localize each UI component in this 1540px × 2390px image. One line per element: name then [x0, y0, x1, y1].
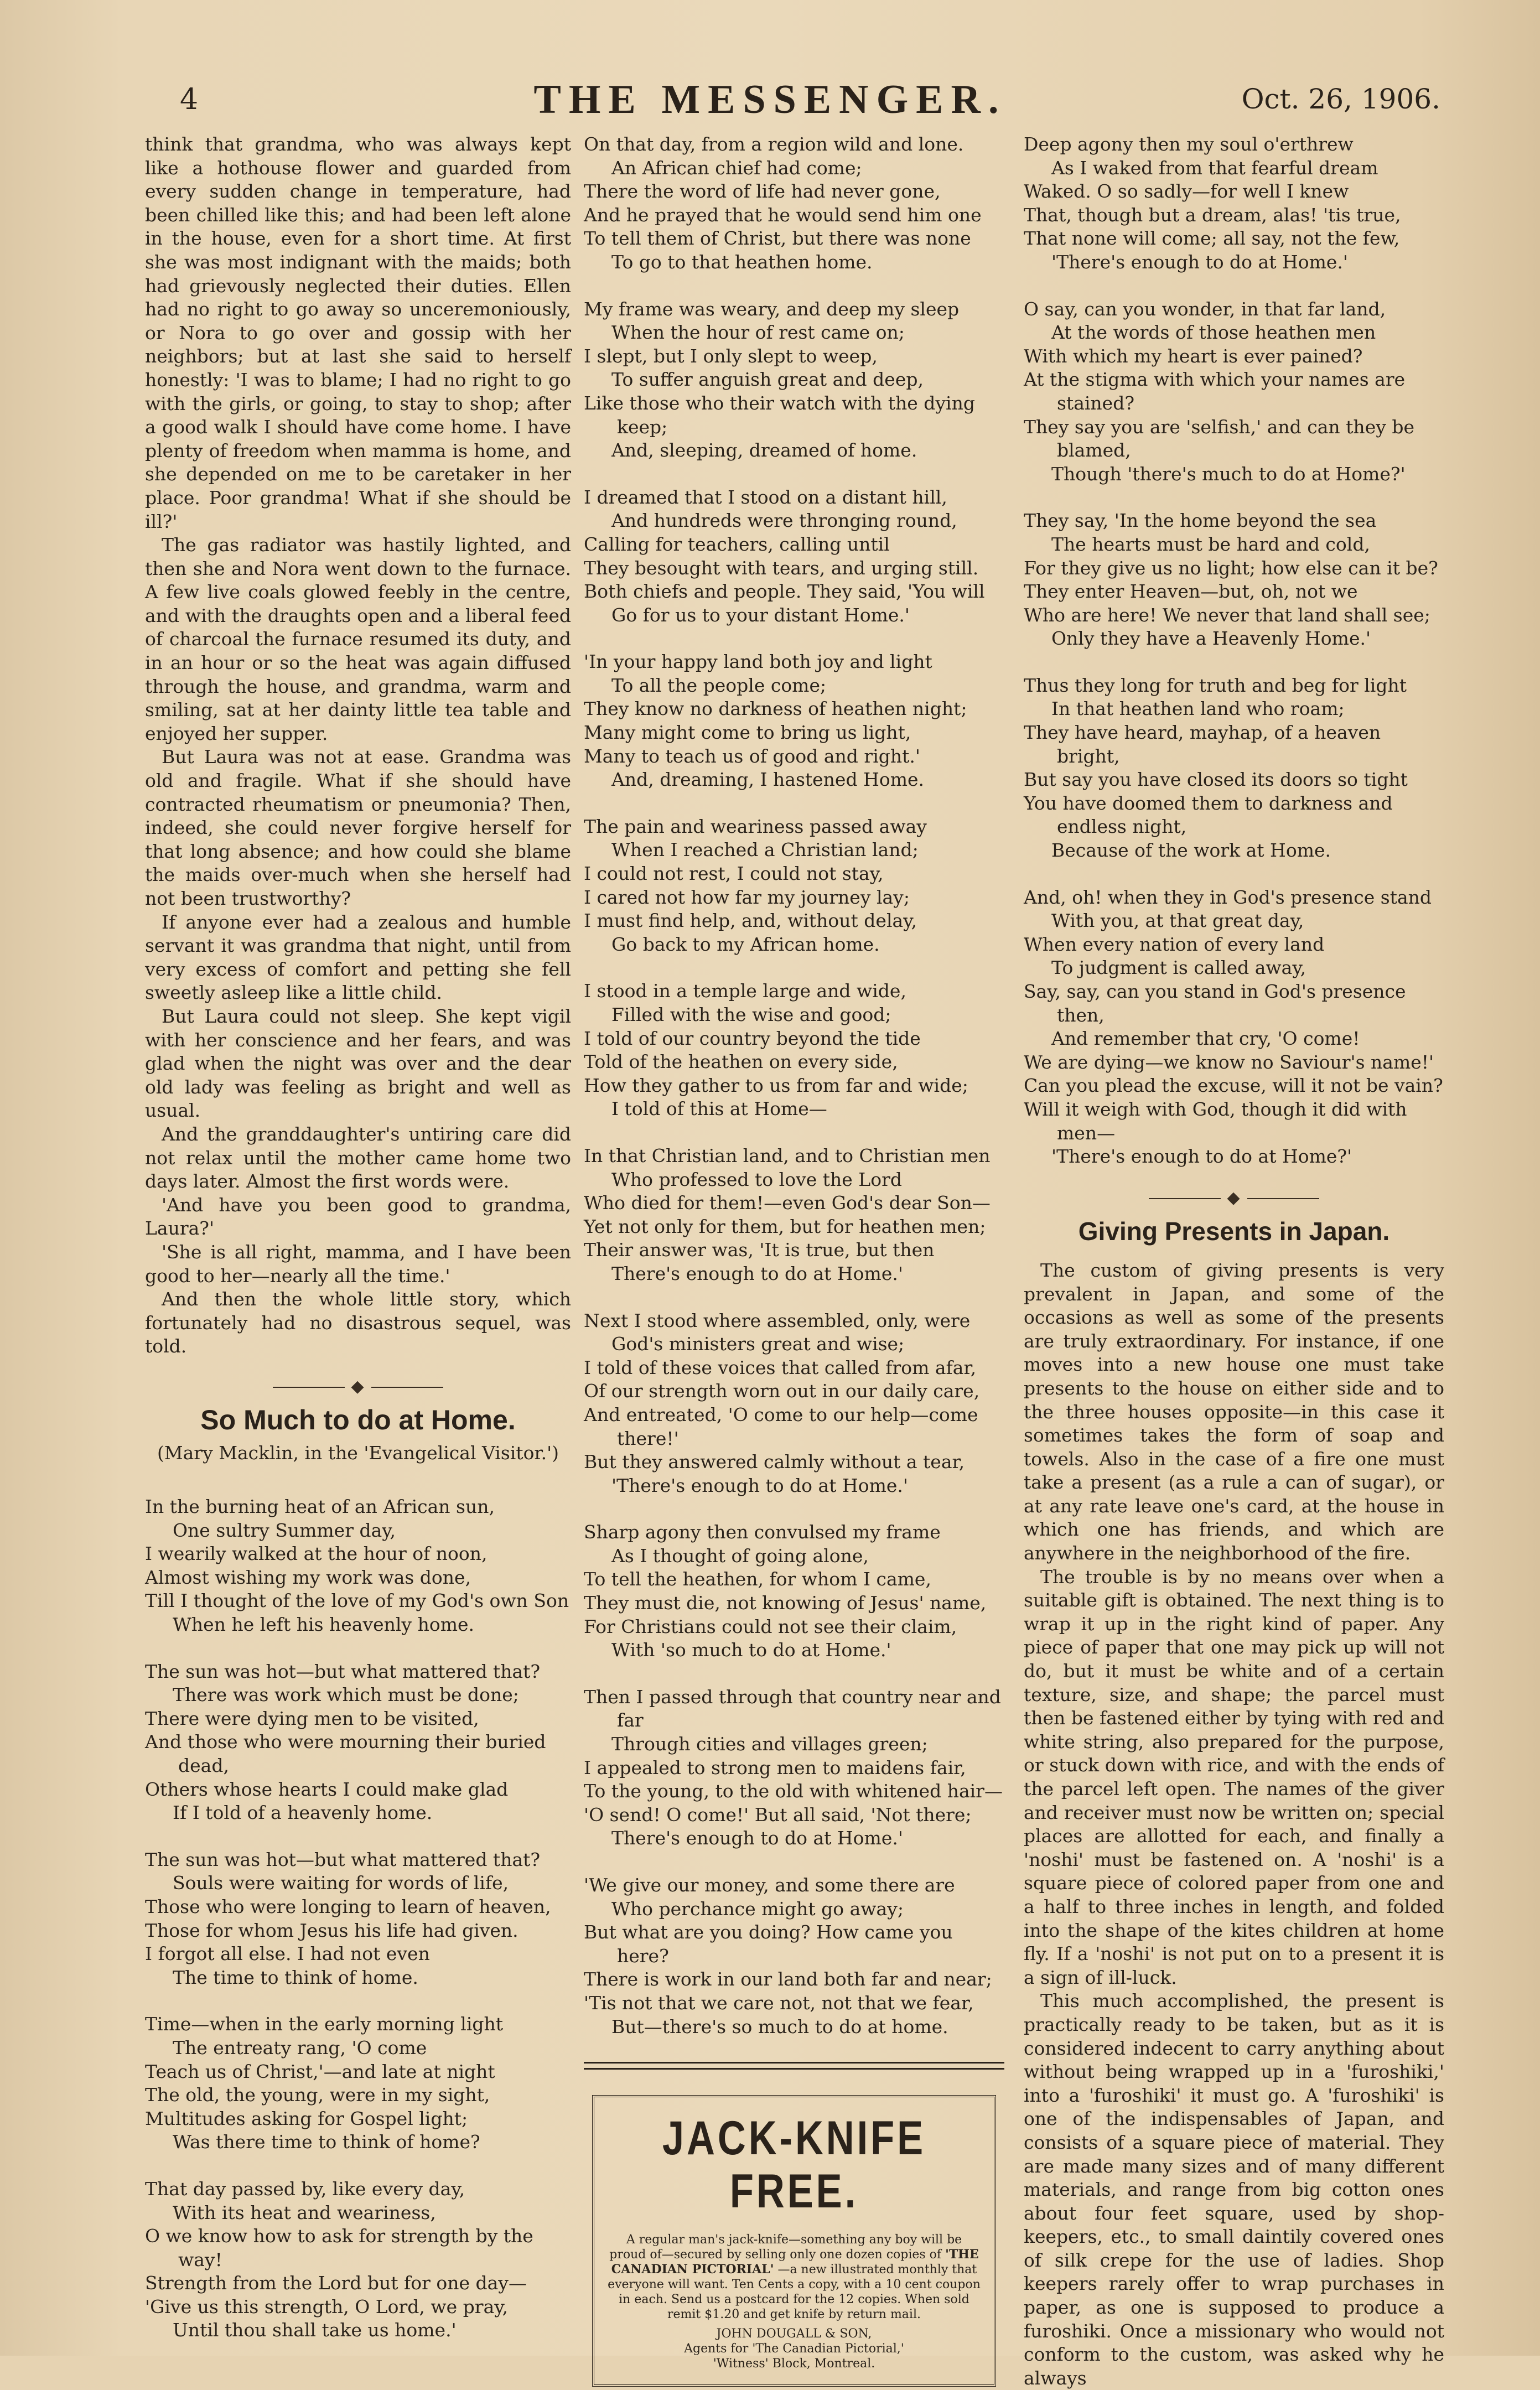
ad-address: 'Witness' Block, Montreal.: [713, 2357, 875, 2371]
poem-line: That, though but a dream, alas! 'tis true,: [1024, 204, 1401, 226]
poem-line: You have doomed them to darkness and endless night,: [1024, 792, 1393, 838]
poem-line: Until thou shall take us home.': [173, 2319, 457, 2341]
poem-stanza: [584, 298, 1004, 463]
poem-line: I dreamed that I stood on a distant hill,: [584, 486, 947, 508]
poem-line: And he prayed that he would send him one: [584, 204, 982, 226]
poem-stanza: [1024, 886, 1444, 1169]
issue-date: Oct. 26, 1906.: [1241, 83, 1440, 115]
poem-line: There were dying men to be visited,: [145, 1707, 479, 1729]
poem-stanza: [584, 1521, 1004, 1662]
poem-line: Who professed to love the Lord: [611, 1168, 902, 1190]
poem-stanza: [584, 133, 1004, 274]
poem-line: To go to that heathen home.: [611, 251, 873, 273]
poem-line: They have heard, mayhap, of a heaven bright,: [1024, 722, 1381, 767]
poem-line: For they give us no light; how else can it be?: [1024, 557, 1438, 579]
ad-headline: JACK-KNIFE FREE.: [662, 2112, 926, 2218]
poem-line: The pain and weariness passed away: [584, 815, 927, 837]
poem-stanzas-col3: [1024, 133, 1444, 1169]
poem-stanza: [1024, 298, 1444, 486]
poem-stanza: [584, 815, 1004, 957]
ad-agents: Agents for 'The Canadian Pictorial,': [684, 2342, 904, 2356]
masthead: [0, 72, 1540, 133]
poem-line: Thus they long for truth and beg for light: [1024, 674, 1407, 696]
article-body: [1024, 1259, 1444, 2390]
story-paragraph: The gas radiator was hastily lighted, and then she and Nora went down to the furnace. A few live coals glowed feebly in the centre, and with the draughts open and a liberal feed of charcoal the furnace resumed its duty, and in an hour or so the heat was again diffused through the house, and grandma, warm and smiling, sat at her dainty little tea table and enjoyed her supper.: [145, 534, 571, 744]
poem-line: There's enough to do at Home.': [611, 1827, 903, 1849]
poem-stanza: [145, 1495, 571, 1637]
poem-line: Only they have a Heavenly Home.': [1051, 628, 1371, 650]
poem-line: As I thought of going alone,: [611, 1544, 869, 1567]
poem-line: Their answer was, 'It is true, but then: [584, 1239, 935, 1261]
poem-line: To tell the heathen, for whom I came,: [584, 1568, 931, 1590]
poem-line: Time—when in the early morning light: [145, 2013, 504, 2035]
poem-stanza: [584, 650, 1004, 792]
poem-line: Told of the heathen on every side,: [584, 1051, 898, 1073]
page-number: 4: [180, 83, 199, 116]
poem-line: Then I passed through that country near and far: [584, 1686, 1001, 1731]
poem-line: To judgment is called away,: [1051, 957, 1306, 979]
newspaper-title: THE MESSENGER.: [533, 77, 1007, 122]
poem-line: 'Give us this strength, O Lord, we pray,: [145, 2295, 508, 2318]
poem-stanza: [1024, 509, 1444, 651]
poem-line: The time to think of home.: [173, 1966, 418, 1988]
poem-line: They enter Heaven—but, oh, not we: [1024, 580, 1358, 603]
poem-line: O we know how to ask for strength by the way!: [145, 2225, 533, 2270]
poem-title: So Much to do at Home.: [200, 1404, 516, 1436]
poem-line: The old, the young, were in my sight,: [145, 2084, 490, 2106]
poem-line: Multitudes asking for Gospel light;: [145, 2107, 468, 2129]
poem-line: An African chief had come;: [611, 157, 862, 179]
poem-line: How they gather to us from far and wide;: [584, 1074, 968, 1096]
poem-line: With you, at that great day,: [1051, 910, 1304, 932]
double-rule-divider: [584, 2062, 1004, 2070]
poem-line: I slept, but I only slept to weep,: [584, 345, 878, 367]
poem-line: Calling for teachers, calling until: [584, 533, 890, 555]
article-paragraph: The custom of giving presents is very prevalent in Japan, and some of the occasions as well as some of the presents are truly extraordinary. For instance, if one moves into a new house one must take presents to the house on either side and to the three houses opposite—in this case it sometimes takes the form of soap and towels. Also in the case of a fire one must take a present (as a rule a can of sugar), or at any rate leave one's card, at the house in which one has friends, and which are anywhere in the neighborhood of the fire.: [1024, 1259, 1444, 1564]
story-paragraph: think that grandma, who was always kept like a hothouse flower and guarded from every sudden change in temperature, had been chilled like this; and had been left alone in the house, even for a short time. At first she was most indignant with the maids; both had grievously neglected their duties. Ellen had no right to go away so unceremoniously, or Nora to go over and gossip with her neighbors; but at last she said to herself honestly: 'I was to blame; I had no right to go with the girls, or going, to stay to shop; after a good walk I should have come home. I have plenty of freedom when mamma is home, and she depended on me to be caretaker in her place. Poor grandma! What if she should be ill?': [145, 133, 571, 532]
section-divider: ◆: [145, 1375, 571, 1399]
section-divider: ◆: [1024, 1186, 1444, 1210]
poem-line: Many to teach us of good and right.': [584, 745, 920, 767]
poem-line: And those who were mourning their buried dead,: [145, 1731, 546, 1776]
poem-line: To tell them of Christ, but there was none: [584, 227, 971, 250]
poem-line: I told of these voices that called from afar,: [584, 1356, 977, 1378]
poem-stanza: [584, 1309, 1004, 1498]
poem-line: 'In your happy land both joy and light: [584, 651, 932, 673]
poem-line: I wearily walked at the hour of noon,: [145, 1543, 488, 1565]
poem-line: Till I thought of the love of my God's own Son: [145, 1590, 569, 1612]
poem-line: Though 'there's much to do at Home?': [1051, 463, 1406, 485]
poem-line: They besought with tears, and urging still.: [584, 557, 979, 579]
ad-contact: [606, 2326, 982, 2371]
poem-line: Souls were waiting for words of life,: [173, 1872, 509, 1894]
poem-line: If I told of a heavenly home.: [173, 1802, 433, 1824]
column-1: [145, 133, 571, 2366]
poem-line: Deep agony then my soul o'erthrew: [1024, 133, 1354, 155]
article-paragraph: This much accomplished, the present is practically ready to be taken, but as it is considered indecent to carry anything about without being wrapped up in a 'furoshiki,' into a 'furoshiki' it must go. A 'furoshiki' is one of the indispensables of Japan, and consists of a square piece of material. They are made many sizes and of many different materials, and range from big cotton ones about four feet square, used by shop-keepers, etc., to small daintily covered ones of silk crepe for the use of ladies. Shop keepers rarely offer to wrap purchases in paper, as one is supposed to produce a furoshiki. Once a missionary who would not conform to the custom, was asked why he always: [1024, 1990, 1444, 2389]
poem-line: To suffer anguish great and deep,: [611, 369, 924, 391]
story-paragraph: If anyone ever had a zealous and humble servant it was grandma that night, until from very excess of comfort and petting she fell sweetly asleep like a little child.: [145, 911, 571, 1004]
poem-line: I must find help, and, without delay,: [584, 910, 917, 932]
article-paragraph: The trouble is by no means over when a suitable gift is obtained. The next thing is to wrap it up in the right kind of paper. Any piece of paper that one may pick up will not do, but it must be white and of a certain texture, size, and shape; the parcel must then be fastened either by tying with red and white string, also prepared for the purpose, or stuck down with rice, and with the ends of the parcel left open. The names of the giver and receiver must now be written on; special places are allotted for each, and finally a 'noshi' must be fastened on. A 'noshi' is a square piece of colored paper from one and a half to three inches in length, and folded into the shape of the kites children at home fly. If a 'noshi' is not put on to a present it is a sign of ill-luck.: [1024, 1565, 1444, 1988]
poem-line: And hundreds were thronging round,: [611, 510, 957, 532]
poem-line: Next I stood where assembled, only, were: [584, 1309, 971, 1331]
poem-stanza: [584, 979, 1004, 1121]
poem-stanza: [1024, 133, 1444, 274]
poem-line: Go for us to your distant Home.': [611, 604, 910, 626]
poem-line: That day passed by, like every day,: [145, 2178, 465, 2200]
poem-line: When the hour of rest came on;: [611, 322, 905, 344]
poem-line: Both chiefs and people. They said, 'You will: [584, 580, 985, 603]
poem-line: There's enough to do at Home.': [611, 1262, 903, 1284]
poem-line: There is work in our land both far and near;: [584, 1968, 992, 1990]
poem-line: At the stigma with which your names are stained?: [1024, 369, 1406, 414]
poem-line: And, dreaming, I hastened Home.: [611, 769, 925, 791]
story-paragraph: But Laura was not at ease. Grandma was old and fragile. What if she should have contracted rheumatism or pneumonia? Then, indeed, she could never forgive herself for that long absence; and how could she blame the maids over-much when she herself had not been trustworthy?: [145, 746, 571, 909]
ad-body-text: —a new illustrated monthly that everyone will want. Ten Cents a copy, with a 10 cent coupon in each. Send us a postcard for the 12 copies. When sold remit $1.20 and get knife by return mail.: [608, 2263, 981, 2322]
poem-line: On that day, from a region wild and lone.: [584, 133, 964, 155]
poem-line: When he left his heavenly home.: [173, 1614, 474, 1636]
poem-line: I could not rest, I could not stay,: [584, 863, 884, 885]
poem-line: Of our strength worn out in our daily care,: [584, 1380, 980, 1402]
poem-line: Through cities and villages green;: [611, 1733, 928, 1755]
poem-stanza: [145, 1660, 571, 1825]
poem-line: But what are you doing? How came you here?: [584, 1921, 953, 1967]
poem-line: The sun was hot—but what mattered that?: [145, 1848, 541, 1870]
poem-line: 'We give our money, and some there are: [584, 1874, 955, 1896]
poem-line: There the word of life had never gone,: [584, 180, 941, 203]
poem-stanza: [145, 1848, 571, 1990]
poem-line: When every nation of every land: [1024, 933, 1325, 955]
poem-stanza: [145, 2178, 571, 2342]
article-title: Giving Presents in Japan.: [1078, 1217, 1390, 1246]
poem-line: Strength from the Lord but for one day—: [145, 2272, 527, 2294]
story-continuation: [145, 133, 571, 1359]
poem-line: Many might come to bring us light,: [584, 722, 911, 744]
poem-stanzas-col2: [584, 133, 1004, 2039]
story-paragraph: And then the whole little story, which fortunately had no disastrous sequel, was told.: [145, 1288, 571, 1357]
poem-line: I told of our country beyond the tide: [584, 1027, 921, 1049]
poem-line: They say, 'In the home beyond the sea: [1024, 510, 1377, 532]
jack-knife-advertisement: [592, 2095, 996, 2387]
poem-line: As I waked from that fearful dream: [1051, 157, 1378, 179]
poem-line: Because of the work at Home.: [1051, 839, 1331, 862]
poem-line: With its heat and weariness,: [173, 2201, 436, 2223]
poem-line: Almost wishing my work was done,: [145, 1566, 471, 1588]
poem-line: That none will come; all say, not the few,: [1024, 227, 1400, 250]
poem-line: I told of this at Home—: [611, 1098, 827, 1120]
poem-stanza: [584, 1686, 1004, 1850]
ad-publication-name: 'THE CANADIAN PICTORIAL': [611, 2247, 979, 2277]
poem-line: My frame was weary, and deep my sleep: [584, 298, 960, 320]
poem-line: Was there time to think of home?: [173, 2131, 480, 2153]
poem-line: The sun was hot—but what mattered that?: [145, 1660, 541, 1682]
column-2: [584, 133, 1004, 2387]
poem-line: With which my heart is ever pained?: [1024, 345, 1363, 367]
poem-line: Filled with the wise and good;: [611, 1004, 891, 1025]
poem-line: I stood in a temple large and wide,: [584, 980, 906, 1002]
poem-line: Teach us of Christ,'—and late at night: [145, 2060, 495, 2082]
poem-line: When I reached a Christian land;: [611, 839, 919, 861]
poem-line: The hearts must be hard and cold,: [1051, 533, 1370, 555]
poem-line: I forgot all else. I had not even: [145, 1943, 430, 1965]
ad-body: [606, 2232, 982, 2322]
poem-byline: (Mary Macklin, in the 'Evangelical Visitor.'): [157, 1442, 559, 1464]
story-paragraph: And the granddaughter's untiring care did not relax until the mother came home two days later. Almost the first words were.: [145, 1123, 571, 1193]
poem-stanza: [1024, 674, 1444, 863]
poem-line: 'There's enough to do at Home.': [611, 1474, 908, 1496]
poem-line: The entreaty rang, 'O come: [173, 2036, 427, 2059]
poem-line: With 'so much to do at Home.': [611, 1639, 891, 1661]
ad-advertiser: JOHN DOUGALL & SON,: [716, 2327, 872, 2341]
poem-line: In that Christian land, and to Christian men: [584, 1144, 991, 1167]
poem-line: 'There's enough to do at Home.': [1051, 251, 1348, 273]
poem-line: And entreated, 'O come to our help—come there!': [584, 1403, 978, 1449]
poem-line: Who died for them!—even God's dear Son—: [584, 1192, 991, 1214]
poem-line: They say you are 'selfish,' and can they be blamed,: [1024, 416, 1415, 462]
poem-line: For Christians could not see their claim,: [584, 1615, 957, 1637]
poem-line: At the words of those heathen men: [1051, 322, 1376, 344]
poem-line: Like those who their watch with the dying keep;: [584, 392, 975, 438]
poem-stanza: [584, 1874, 1004, 2039]
poem-line: Can you plead the excuse, will it not be vain?: [1024, 1075, 1443, 1097]
poem-line: But they answered calmly without a tear,: [584, 1451, 965, 1473]
poem-line: Those for whom Jesus his life had given.: [145, 1919, 518, 1941]
poem-line: To the young, to the old with whitened hair—: [584, 1780, 1003, 1802]
poem-stanza: [584, 1144, 1004, 1286]
poem-line: They must die, not knowing of Jesus' name,: [584, 1592, 987, 1614]
poem-line: They know no darkness of heathen night;: [584, 698, 967, 720]
poem-line: Sharp agony then convulsed my frame: [584, 1521, 941, 1543]
poem-line: Those who were longing to learn of heaven,: [145, 1895, 551, 1917]
story-paragraph: 'And have you been good to grandma, Laura?': [145, 1194, 571, 1240]
column-3: [1024, 133, 1444, 2390]
story-paragraph: But Laura could not sleep. She kept vigil with her conscience and her fears, and was glad when the night was over and the dear old lady was feeling as bright and well as usual.: [145, 1005, 571, 1122]
poem-line: We are dying—we know no Saviour's name!': [1024, 1051, 1434, 1073]
poem-line: Waked. O so sadly—for well I knew: [1024, 180, 1349, 203]
poem-line: God's ministers great and wise;: [611, 1333, 905, 1355]
poem-line: Say, say, can you stand in God's presence then,: [1024, 981, 1406, 1026]
poem-line: O say, can you wonder, in that far land,: [1024, 298, 1386, 320]
poem-stanzas-col1: [145, 1495, 571, 2342]
poem-line: There was work which must be done;: [173, 1684, 519, 1706]
poem-line: And, oh! when they in God's presence stand: [1024, 886, 1432, 908]
poem-line: In the burning heat of an African sun,: [145, 1496, 495, 1518]
poem-line: 'There's enough to do at Home?': [1051, 1145, 1352, 1168]
story-paragraph: 'She is all right, mamma, and I have been good to her—nearly all the time.': [145, 1241, 571, 1287]
poem-line: Others whose hearts I could make glad: [145, 1778, 509, 1800]
ad-body-text: A regular man's jack-knife—something any boy will be proud of—secured by selling only one dozen copies of: [609, 2233, 962, 2262]
poem-line: One sultry Summer day,: [173, 1519, 396, 1541]
poem-line: 'O send! O come!' But all said, 'Not there;: [584, 1803, 972, 1826]
poem-line: In that heathen land who roam;: [1051, 698, 1345, 720]
poem-line: Go back to my African home.: [611, 933, 880, 955]
poem-line: Yet not only for them, but for heathen men;: [584, 1215, 986, 1237]
poem-line: But—there's so much to do at home.: [611, 2015, 948, 2038]
poem-line: I appealed to strong men to maidens fair,: [584, 1756, 966, 1779]
poem-stanza: [584, 486, 1004, 628]
poem-line: 'Tis not that we care not, not that we fear,: [584, 1992, 974, 2014]
poem-line: And remember that cry, 'O come!: [1051, 1028, 1360, 1050]
poem-line: But say you have closed its doors so tight: [1024, 769, 1408, 791]
poem-line: To all the people come;: [611, 674, 827, 696]
poem-line: Who are here! We never that land shall see;: [1024, 604, 1430, 626]
poem-stanza: [145, 2013, 571, 2154]
poem-line: Will it weigh with God, though it did with men—: [1024, 1098, 1407, 1144]
poem-line: I cared not how far my journey lay;: [584, 886, 910, 908]
poem-line: Who perchance might go away;: [611, 1898, 904, 1920]
poem-line: And, sleeping, dreamed of home.: [611, 439, 917, 462]
